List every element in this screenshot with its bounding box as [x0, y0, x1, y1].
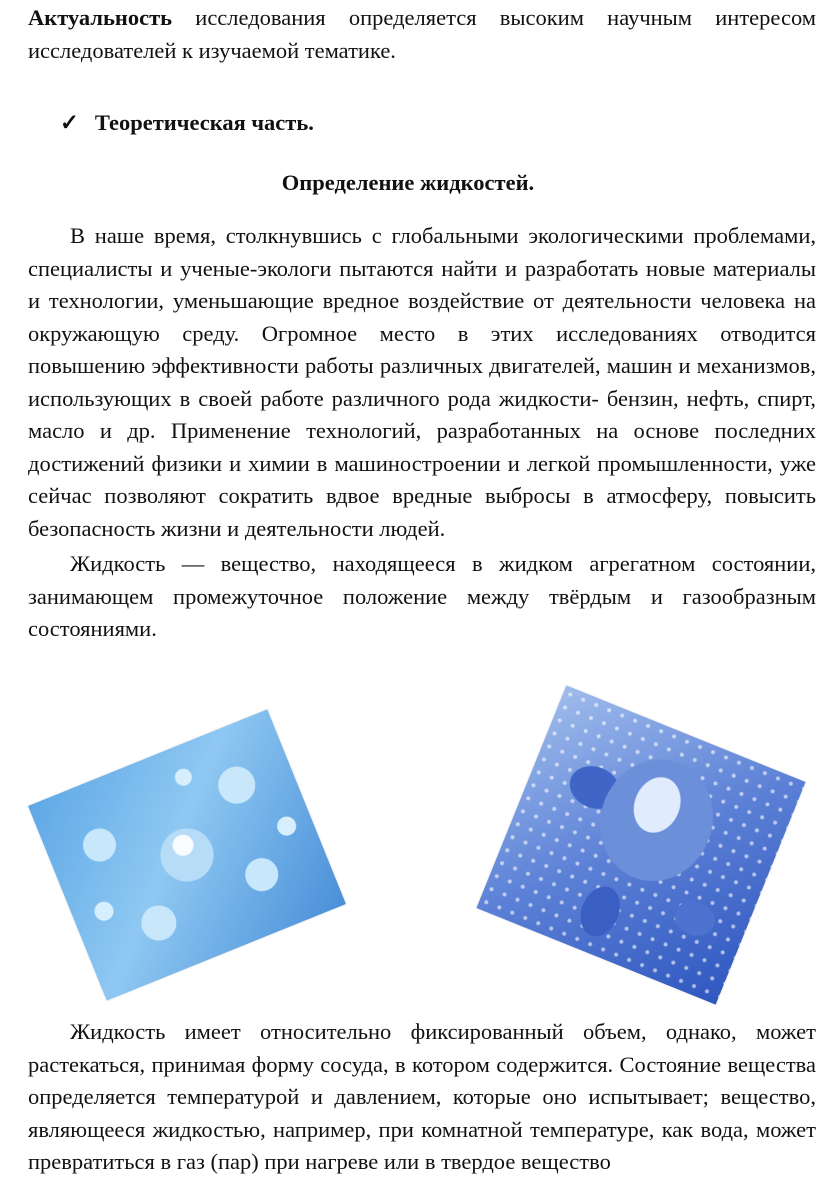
paragraph-1: В наше время, столкнувшись с глобальными экологическими проблемами, специалисты и ученые-экологи пытаются найти и разработать новые материалы и технологии, уменьшающие вредное воздействие от деятельности человека на окружающую среду. Огромное место в этих исследованиях отводится повышению эффективности работы различных двигателей, машин и механизмов, использующих в своей работе различного рода жидкости- бензин, нефть, спирт, масло и др. Применение технологий, разработанных на основе последних достижений физики и химии в машиностроении и легкой промышленности, уже сейчас позволяют сократить вдвое вредные выбросы в атмосферу, повысить безопасность жизни и деятельности людей. [28, 223, 816, 541]
ice-cube-image [476, 685, 805, 1004]
paragraph-3: Жидкость имеет относительно фиксированный объем, однако, может растекаться, принимая форму сосуда, в котором содержится. Состояние вещества определяется температурой и давлением, которые оно испытывает; вещество, являющееся жидкостью, например, при комнатной температуре, как вода, может превратиться в газ (пар) при нагреве или в твердое вещество [28, 1019, 816, 1174]
page-heading: Определение жидкостей. [281, 170, 535, 195]
intro-bold-term: Актуальность [28, 5, 173, 30]
intro-text: исследования определяется высоким научным интересом исследователей к изучаемой тематике. [28, 5, 816, 63]
intro-paragraph [28, 2, 816, 67]
paragraph-2: Жидкость — вещество, находящееся в жидком агрегатном состоянии, занимающем промежуточное положение между твёрдым и газообразным состояниями. [28, 551, 816, 641]
section-title-line [60, 110, 314, 136]
checkmark-icon: ✓ [60, 110, 79, 135]
section-title: Теоретическая часть. [94, 110, 314, 135]
water-bubbles-image [28, 709, 346, 1000]
